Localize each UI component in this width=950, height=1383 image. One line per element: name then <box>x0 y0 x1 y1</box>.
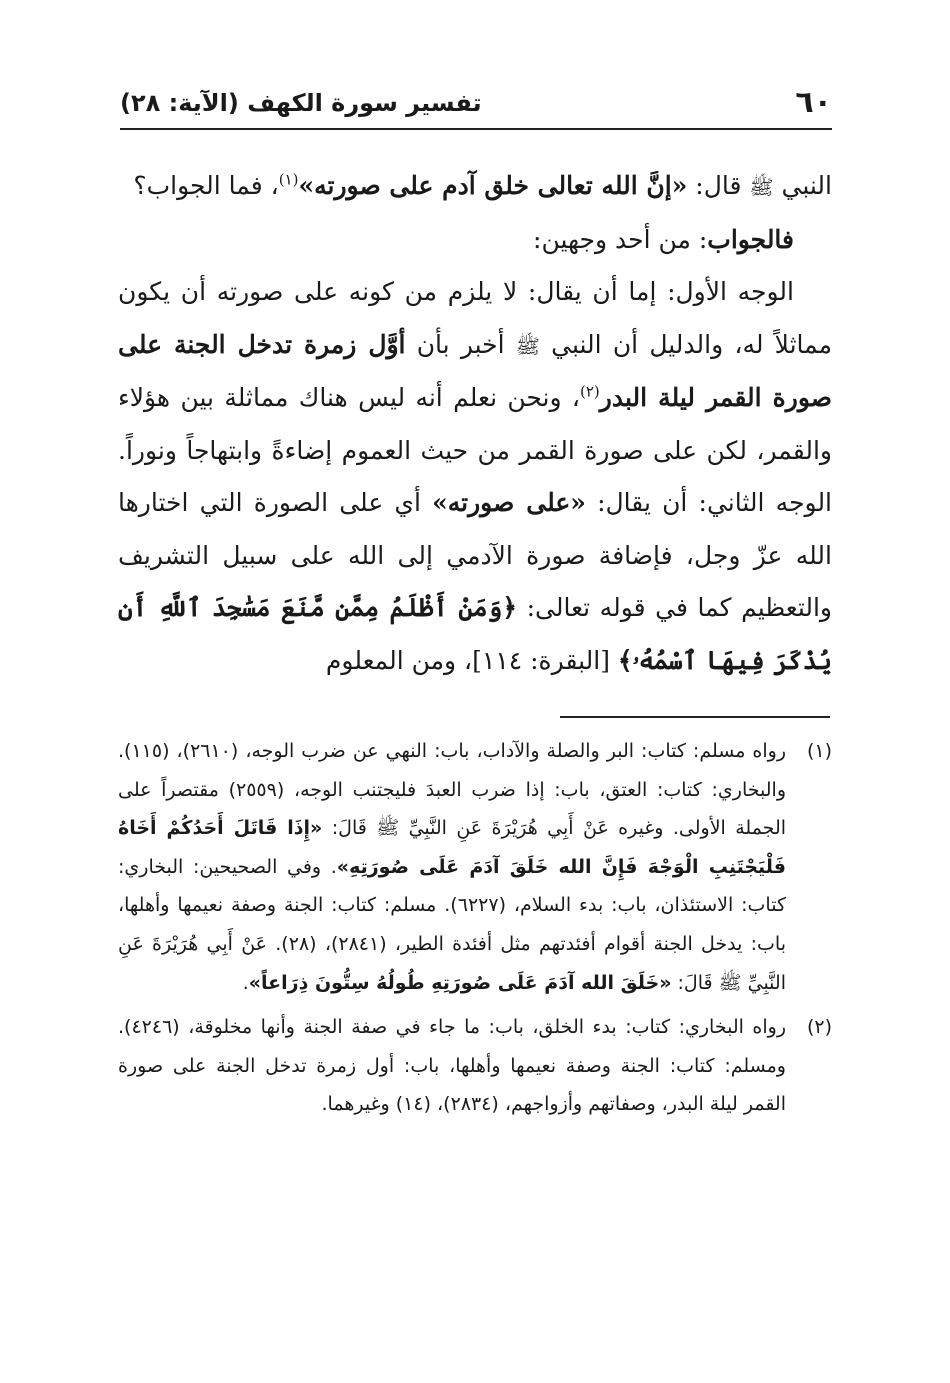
text-run: أي على الصورة التي اختارها الله عزّ وجل، فإضافة صورة الآدمي إلى الله على سبيل التشريف والتعظيم كما في قوله تعالى: <box>118 488 833 622</box>
footnote-2 <box>118 1008 832 1124</box>
answer-lead: فالجواب <box>707 224 794 254</box>
text-run: أخبر بأن <box>405 329 516 359</box>
paragraph-explanation <box>118 266 832 687</box>
text-run: النبي <box>773 171 832 200</box>
header-rule <box>120 128 832 130</box>
text-run: رواه مسلم: كتاب: البر والصلة والآداب، باب: النهي عن ضرب الوجه، (٢٦١٠)، (١١٥). والبخاري: كتاب: العتق، باب: إذا ضرب العبدَ فليجتنب الوجه، (٢٥٥٩) مقتصراً على الجملة الأولى. وغيره عَنْ أَبِي هُرَيْرَةَ عَنِ النَّبِيِّ ﷺ قَالَ: <box>118 740 787 840</box>
text-run: قال: <box>687 171 750 200</box>
footnotes <box>118 732 832 1124</box>
running-title: تفسير سورة الكهف (الآية: ٢٨) <box>120 89 482 117</box>
hadith-quote: «على صورته» <box>432 488 586 517</box>
paragraph-answer <box>118 214 832 267</box>
hadith-quote: أوَّل زمرة تدخل الجنة على صورة القمر ليلة البدر <box>118 329 832 412</box>
hadith-quote: «إِذَا قَاتَلَ أَحَدُكُمْ أَخَاهُ فَلْيَجْتَنِبِ الْوَجْهَ فَإِنَّ الله خَلَقَ آدَمَ عَلَى صُورَتِهِ» <box>118 817 786 878</box>
footnote-1 <box>118 732 832 1002</box>
footnote-text <box>118 732 786 1002</box>
pbuh-ligature: ﷺ <box>749 175 774 199</box>
page-number: ٦٠ <box>795 85 832 120</box>
footnote-text: رواه البخاري: كتاب: بدء الخلق، باب: ما جاء في صفة الجنة وأنها مخلوقة، (٤٢٤٦). ومسلم: كتاب: الجنة وصفة نعيمها وأهلها، باب: أول زمرة تدخل الجنة على صورة القمر ليلة البدر، وصفاتهم وأزواجهم، (٢٨٣٤)، (١٤) وغيرهما. <box>118 1016 786 1116</box>
quran-verse: ﴿وَمَنْ أَظْلَمُ مِمَّن مَّنَعَ مَسَٰجِدَ ٱللَّهِ أَن يُذْكَرَ فِيهَا ٱسْمُهُۥ﴾ <box>118 593 832 675</box>
text-run: . <box>242 971 249 994</box>
footnote-rule <box>560 716 830 718</box>
hadith-quote: «خَلَقَ الله آدَمَ عَلَى صُورَتِهِ طُولُهُ سِتُّونَ ذِرَاعاً» <box>248 971 672 994</box>
text-run: ، ونحن نعلم أنه ليس هناك مماثلة بين هؤلاء والقمر، لكن على صورة القمر من حيث العموم إضاءةً وابتهاجاً ونوراً. الوجه الثاني: أن يقال: <box>118 383 833 517</box>
text-run: ، فما الجواب؟ <box>133 171 279 200</box>
text-run: الوجه الأول: إما أن يقال: لا يلزم من كونه على صورته أن يكون مماثلاً له، والدليل أن النبي <box>118 277 832 359</box>
footnote-ref-2: (٢) <box>580 382 600 401</box>
text-run: . وفي الصحيحين: البخاري: كتاب: الاستئذان، باب: بدء السلام، (٦٢٢٧). مسلم: كتاب: الجنة وصفة نعيمها وأهلها، باب: يدخل الجنة أقوام أفئدتهم مثل أفئدة الطير، (٢٨٤١)، (٢٨). عَنْ أَبِي هُرَيْرَةَ عَنِ النَّبِيِّ ﷺ قَالَ: <box>118 855 787 994</box>
footnote-number: (٢) <box>806 1016 832 1039</box>
footnote-number: (١) <box>806 740 832 762</box>
main-text <box>118 160 832 687</box>
paragraph-question <box>118 160 832 214</box>
text-run: : من أحد وجهين: <box>533 224 708 254</box>
pbuh-ligature: ﷺ <box>515 333 540 358</box>
hadith-quote: «إنَّ الله تعالى خلق آدم على صورته» <box>298 171 688 200</box>
footnote-ref-1: (١) <box>278 170 299 189</box>
page-header <box>120 84 832 124</box>
text-run: [البقرة: ١١٤]، ومن المعلوم <box>325 645 618 675</box>
